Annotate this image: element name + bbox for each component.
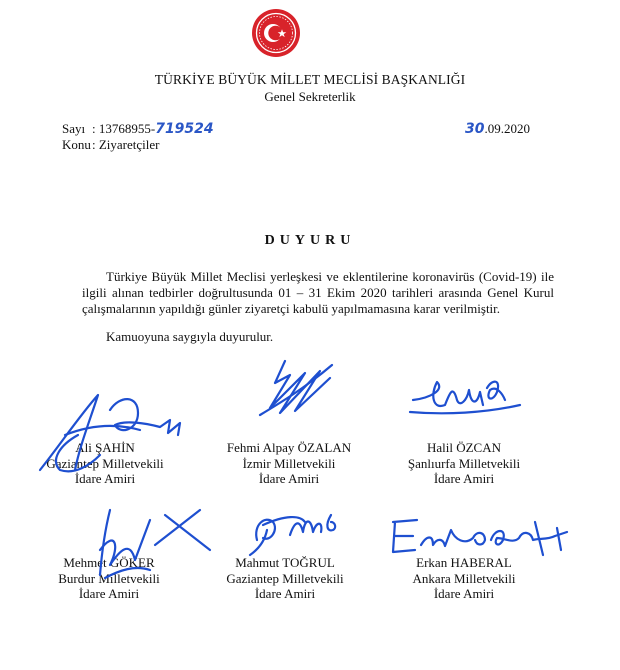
announcement-title: DUYURU bbox=[264, 233, 356, 248]
signatory-name: Halil ÖZCAN bbox=[426, 440, 502, 455]
signatory-name: Mehmet GÖKER bbox=[63, 555, 155, 570]
signatory-province: İzmir Milletvekili bbox=[242, 455, 336, 471]
signatory-name: Ali ŞAHİN bbox=[75, 440, 135, 455]
announcement-closing: Kamuoyuna saygıyla duyurulur. bbox=[106, 329, 274, 344]
announcement-body bbox=[82, 269, 554, 345]
signature-ali-sahin bbox=[20, 375, 210, 485]
document-date bbox=[465, 121, 530, 137]
signatory-province: Ankara Milletvekili bbox=[412, 570, 516, 586]
signatory-province: Gaziantep Milletvekili bbox=[226, 570, 344, 586]
announcement-paragraph: Türkiye Büyük Millet Meclisi yerleşkesi ve eklentilerine koronavirüs (Covid-19) ile ilgili alınan tedbirler doğrultusunda 01 – 31 Ekim 2020 tarihleri arasında Genel Kurul çalışmalarının yapıldığı günler ziyaretçi kabulü yapılmamasına karar verilmiştir. bbox=[82, 269, 554, 316]
signatory-2 bbox=[189, 440, 389, 487]
signatory-province: Burdur Milletvekili bbox=[58, 570, 160, 586]
sayi-printed: : 13768955- bbox=[92, 121, 156, 136]
institution-title: TÜRKİYE BÜYÜK MİLLET MECLİSİ BAŞKANLIĞI bbox=[154, 72, 466, 87]
signatory-role: İdare Amiri bbox=[254, 586, 316, 601]
department-subtitle: Genel Sekreterlik bbox=[264, 89, 356, 104]
sayi-handwritten: 719524 bbox=[155, 121, 214, 137]
konu-value: : Ziyaretçiler bbox=[92, 137, 160, 152]
signatory-role: İdare Amiri bbox=[258, 471, 320, 486]
signatory-role: İdare Amiri bbox=[433, 471, 495, 486]
signatory-role: İdare Amiri bbox=[74, 471, 136, 486]
signature-mehmet-goker bbox=[80, 490, 230, 590]
signatory-role: İdare Amiri bbox=[433, 586, 495, 601]
signatory-province: Şanlıurfa Milletvekili bbox=[407, 455, 521, 471]
signature-halil-ozcan bbox=[405, 370, 525, 420]
tbmm-emblem-logo bbox=[251, 8, 301, 58]
signatory-name: Erkan HABERAL bbox=[416, 555, 512, 570]
signatory-name: Fehmi Alpay ÖZALAN bbox=[226, 440, 352, 455]
konu-label: Konu bbox=[62, 137, 91, 152]
signature-erkan-haberal bbox=[385, 510, 590, 565]
signatory-province: Gaziantep Milletvekili bbox=[46, 455, 164, 471]
signature-mahmut-togrul bbox=[245, 500, 355, 560]
signatory-name: Mahmut TOĞRUL bbox=[235, 555, 335, 570]
signatory-role: İdare Amiri bbox=[78, 586, 140, 601]
signatory-3 bbox=[364, 440, 564, 487]
date-handwritten: 30 bbox=[465, 121, 485, 137]
sayi-number bbox=[92, 121, 214, 137]
sayi-label: Sayı bbox=[62, 121, 86, 136]
signature-fehmi-alpay-ozalan bbox=[250, 353, 340, 423]
date-printed: .09.2020 bbox=[484, 121, 530, 136]
